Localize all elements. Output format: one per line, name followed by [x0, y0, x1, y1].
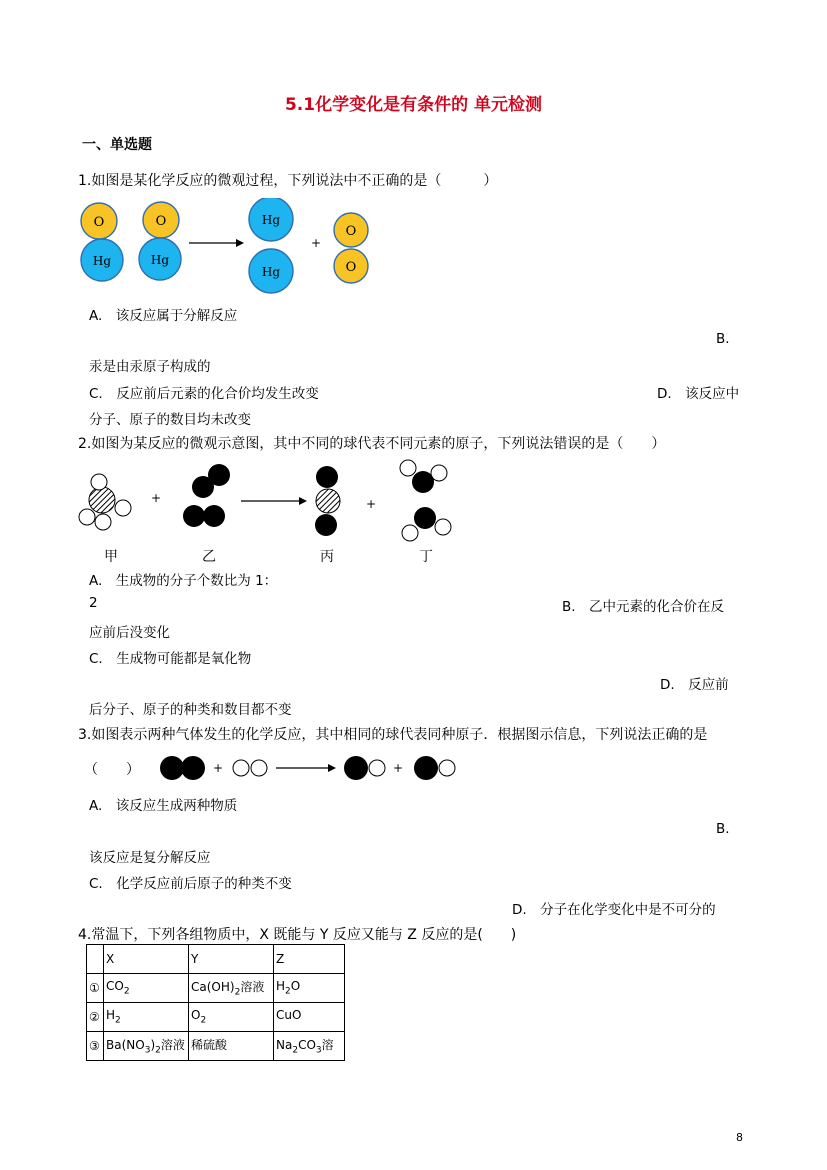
- table-header-row: [87, 945, 345, 974]
- q3-product-molecule-2: [414, 756, 455, 780]
- q2-option-b-cont: 应前后没变化: [89, 625, 170, 641]
- q2-molecule-ding-2: [402, 507, 451, 541]
- table-header-cell: [87, 945, 104, 974]
- q1-product-hg-atom-2: [249, 249, 293, 293]
- q3-option-b: 该反应是复分解反应: [89, 850, 211, 866]
- atom-label-hg: Hg: [261, 265, 281, 279]
- question-1-stem: 1.如图是某化学反应的微观过程，下列说法中不正确的是（ ）: [78, 173, 498, 189]
- plus-sign: +: [150, 491, 162, 505]
- q2-option-d-cont: 后分子、原子的种类和数目都不变: [89, 702, 292, 718]
- plus-sign: +: [212, 761, 224, 775]
- q1-reaction-diagram: [78, 198, 378, 300]
- label-yi: 乙: [202, 549, 216, 565]
- q2-option-a: A. 生成物的分子个数比为 1：: [89, 573, 278, 589]
- q1-product-o2-molecule: [334, 213, 368, 283]
- q3-molecule-black-pair: [160, 756, 205, 780]
- table-cell: $O_2$: [189, 1003, 274, 1032]
- q1-option-c: C. 反应前后元素的化合价均发生改变: [89, 386, 319, 402]
- atom-label-o: O: [93, 215, 105, 230]
- q1-option-d-letter: D. 该反应中: [657, 386, 740, 402]
- q1-option-d: 分子、原子的数目均未改变: [89, 412, 251, 428]
- q3-reaction-diagram: [158, 754, 462, 784]
- q2-molecule-yi: [183, 464, 230, 527]
- q2-option-b: B. 乙中元素的化合价在反: [562, 599, 725, 615]
- atom-label-o: O: [345, 260, 357, 275]
- question-3-stem: 3.如图表示两种气体发生的化学反应，其中相同的球代表同种原子．根据图示信息，下列说法正确的是: [78, 727, 708, 743]
- table-cell: ①: [87, 974, 104, 1003]
- atom-label-o: O: [345, 224, 357, 239]
- q2-molecule-bing: [315, 466, 340, 536]
- table-cell: ②: [87, 1003, 104, 1032]
- q2-option-a-cont: 2: [89, 595, 98, 611]
- page-number: 8: [736, 1131, 743, 1144]
- label-bing: 丙: [320, 549, 334, 565]
- reaction-arrow: [241, 497, 307, 505]
- plus-sign: +: [365, 497, 377, 511]
- q2-option-d: D. 反应前: [660, 677, 729, 693]
- q3-option-b-letter: B.: [716, 821, 730, 837]
- table-row: [87, 1003, 345, 1032]
- plus-sign: +: [310, 236, 322, 250]
- table-cell: $Ba(NO_3)_2$溶液: [104, 1032, 189, 1061]
- table-cell: $H_2O$: [274, 974, 345, 1003]
- q3-molecule-white-pair: [233, 760, 267, 776]
- reaction-arrow: [189, 239, 244, 247]
- table-header-cell: Y: [189, 945, 274, 974]
- question-4-stem: 4.常温下，下列各组物质中，X 既能与 Y 反应又能与 Z 反应的是( ): [78, 927, 517, 943]
- q3-product-molecule-1: [344, 756, 385, 780]
- table-cell: $H_2$: [104, 1003, 189, 1032]
- q4-table: [86, 944, 345, 1061]
- label-ding: 丁: [419, 549, 433, 565]
- plus-sign: +: [392, 761, 404, 775]
- q1-reactant-molecule-2: [139, 202, 181, 280]
- q3-option-c: C. 化学反应前后原子的种类不变: [89, 876, 292, 892]
- atom-label-hg: Hg: [150, 253, 170, 267]
- q3-option-d: D. 分子在化学变化中是不可分的: [512, 902, 716, 918]
- q1-option-b: 汞是由汞原子构成的: [89, 359, 211, 375]
- q3-option-a: A. 该反应生成两种物质: [89, 798, 238, 814]
- table-row: [87, 974, 345, 1003]
- question-2-stem: 2.如图为某反应的微观示意图，其中不同的球代表不同元素的原子，下列说法错误的是（ ）: [78, 436, 666, 452]
- table-row: [87, 1032, 345, 1061]
- table-cell: $Na_2CO_3$溶: [274, 1032, 345, 1061]
- table-cell: ③: [87, 1032, 104, 1061]
- q1-product-hg-atom-1: [249, 198, 293, 241]
- table-cell: CuO: [274, 1003, 345, 1032]
- question-3-paren: （ ）: [84, 762, 140, 778]
- q1-option-a: A. 该反应属于分解反应: [89, 308, 238, 324]
- q2-option-c: C. 生成物可能都是氧化物: [89, 651, 252, 667]
- label-jia: 甲: [104, 549, 118, 565]
- atom-label-hg: Hg: [261, 213, 281, 227]
- q1-option-b-letter: B.: [716, 331, 730, 347]
- table-header-cell: X: [104, 945, 189, 974]
- atom-label-o: O: [155, 214, 167, 229]
- q1-reactant-molecule-1: [81, 203, 123, 281]
- q2-molecule-jia: [79, 474, 131, 530]
- table-header-cell: Z: [274, 945, 345, 974]
- reaction-arrow: [276, 764, 336, 772]
- table-cell: 稀硫酸: [189, 1032, 274, 1061]
- q2-molecule-ding-1: [400, 460, 447, 493]
- table-cell: $Ca(OH)_2$溶液: [189, 974, 274, 1003]
- q2-reaction-diagram: [78, 456, 468, 568]
- page-title: 5.1化学变化是有条件的 单元检测: [284, 95, 543, 115]
- section-heading: 一、单选题: [82, 137, 152, 153]
- atom-label-hg: Hg: [92, 254, 112, 268]
- table-cell: $CO_2$: [104, 974, 189, 1003]
